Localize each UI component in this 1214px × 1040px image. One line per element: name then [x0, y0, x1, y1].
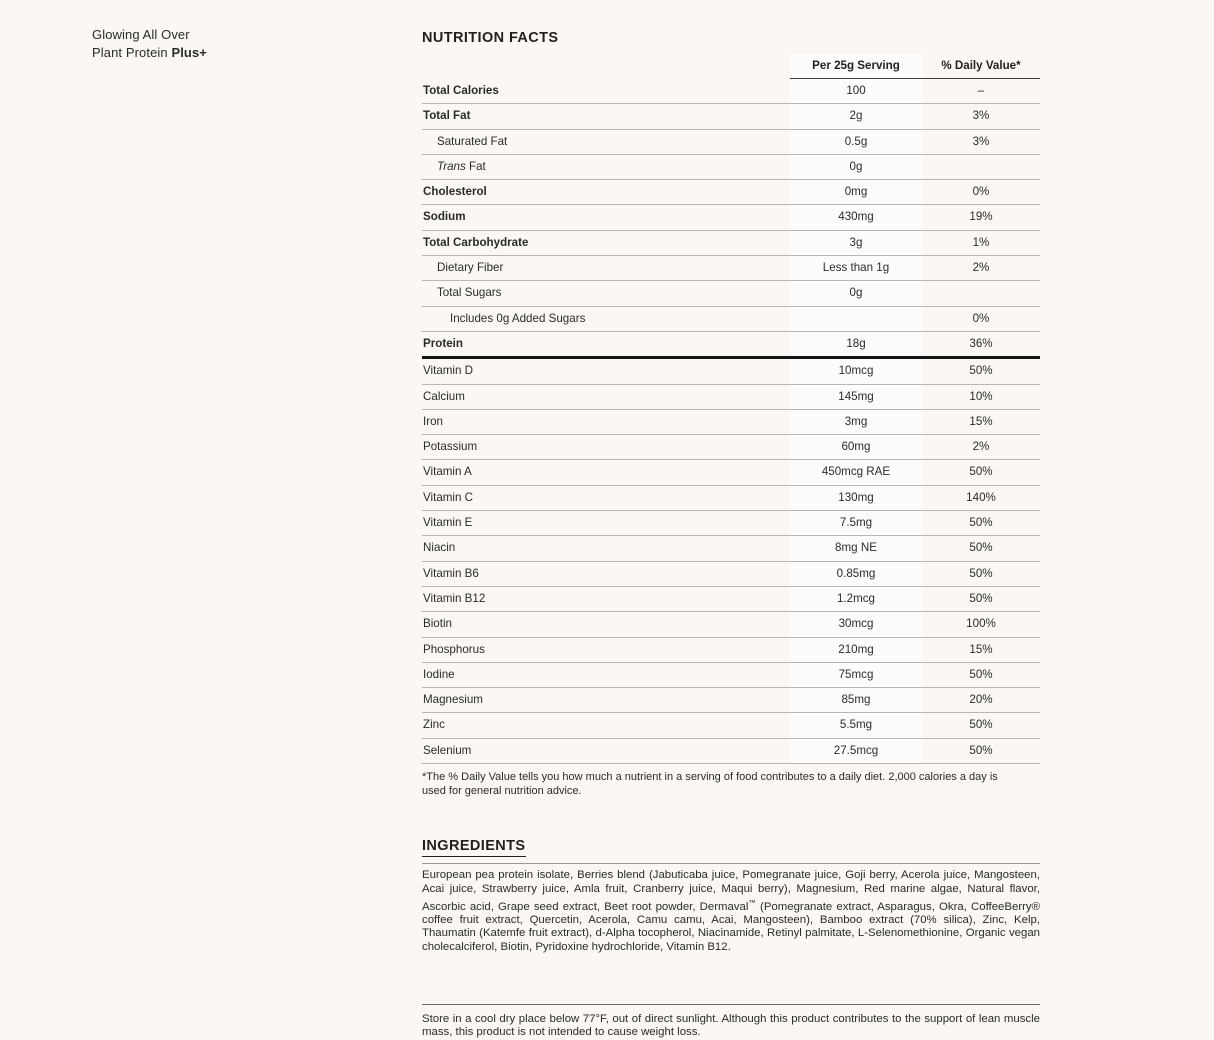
- nutrient-name: Biotin: [422, 612, 790, 637]
- nutrient-daily-value: 50%: [922, 536, 1040, 561]
- nutrient-daily-value: 20%: [922, 688, 1040, 713]
- nutrient-name: Potassium: [422, 435, 790, 460]
- nutrient-name: Vitamin A: [422, 460, 790, 485]
- table-row: [422, 561, 1040, 586]
- nutrient-name: Iodine: [422, 662, 790, 687]
- table-row: [422, 331, 1040, 357]
- ingredients-text: [422, 869, 1040, 954]
- nutrient-daily-value: 50%: [922, 713, 1040, 738]
- nutrient-amount: 130mg: [790, 485, 922, 510]
- nutrient-amount: [790, 306, 922, 331]
- nutrient-daily-value: 2%: [922, 435, 1040, 460]
- table-row: [422, 79, 1040, 104]
- nutrient-name: Total Fat: [422, 104, 790, 129]
- nutrient-name: Phosphorus: [422, 637, 790, 662]
- nutrient-daily-value: 50%: [922, 358, 1040, 384]
- nutrient-name: Zinc: [422, 713, 790, 738]
- table-header-row: [422, 53, 1040, 79]
- nutrient-amount: 8mg NE: [790, 536, 922, 561]
- table-row: [422, 662, 1040, 687]
- nutrient-amount: 85mg: [790, 688, 922, 713]
- table-row: [422, 409, 1040, 434]
- ingredients-heading: INGREDIENTS: [422, 838, 526, 857]
- storage-divider: [422, 1004, 1040, 1005]
- nutrient-daily-value: 36%: [922, 331, 1040, 357]
- nutrient-amount: 5.5mg: [790, 713, 922, 738]
- nutrient-amount: 100: [790, 79, 922, 104]
- nutrient-name: Dietary Fiber: [422, 256, 790, 281]
- nutrient-amount: 30mcg: [790, 612, 922, 637]
- table-row: [422, 637, 1040, 662]
- nutrient-amount: 450mcg RAE: [790, 460, 922, 485]
- table-row: [422, 180, 1040, 205]
- product-title-line-2-prefix: Plant Protein: [92, 44, 172, 60]
- nutrient-amount: 60mg: [790, 435, 922, 460]
- nutrient-name: Cholesterol: [422, 180, 790, 205]
- trademark-symbol: ™: [748, 898, 756, 908]
- table-row: [422, 281, 1040, 306]
- column-header-nutrient: [422, 53, 790, 79]
- table-row: [422, 306, 1040, 331]
- ingredients-text-part-2: (Pomegranate extract, Asparagus, Okra, CoffeeBerry® coffee fruit extract, Quercetin, Acerola, Camu camu, Acai, Mangosteen), Bamboo extract (70% silica), Zinc, Kelp, Thaumatin (Katemfe fruit extract), d-Alpha tocopherol, Niacinamide, Retinyl palmitate, L-Selenomethionine, Organic vegan cholecalciferol, Biotin, Pyridoxine hydrochloride, Vitamin B12.: [422, 900, 1040, 953]
- nutrient-amount: 0g: [790, 281, 922, 306]
- product-title-variant: Plus+: [171, 44, 207, 60]
- nutrient-daily-value: 0%: [922, 180, 1040, 205]
- nutrient-amount: 2g: [790, 104, 922, 129]
- table-row: [422, 485, 1040, 510]
- nutrient-daily-value: 10%: [922, 384, 1040, 409]
- nutrient-amount: 75mcg: [790, 662, 922, 687]
- product-title: [92, 26, 372, 61]
- table-row: [422, 154, 1040, 179]
- nutrient-daily-value: [922, 154, 1040, 179]
- nutrient-amount: 10mcg: [790, 358, 922, 384]
- nutrient-amount: 27.5mcg: [790, 738, 922, 763]
- ingredients-text-part-1: European pea protein isolate, Berries blend (Jabuticaba juice, Pomegranate juice, Goji berry, Acerola juice, Mangosteen, Acai juice, Strawberry juice, Amla fruit, Cranberry juice, Maqui berry), Magnesium, Red marine algae, Natural flavor, Ascorbic acid, Grape seed extract, Beet root powder, Dermaval: [422, 869, 1040, 913]
- nutrient-name: Total Carbohydrate: [422, 230, 790, 255]
- table-row: [422, 384, 1040, 409]
- nutrient-name: Includes 0g Added Sugars: [422, 306, 790, 331]
- nutrient-amount: 7.5mg: [790, 511, 922, 536]
- nutrient-name: Saturated Fat: [422, 129, 790, 154]
- nutrient-daily-value: 50%: [922, 586, 1040, 611]
- nutrient-name: Total Calories: [422, 79, 790, 104]
- nutrient-daily-value: 50%: [922, 662, 1040, 687]
- nutrient-amount: 18g: [790, 331, 922, 357]
- column-header-daily-value: % Daily Value*: [922, 53, 1040, 79]
- nutrition-panel: [422, 30, 1040, 1040]
- nutrient-daily-value: 15%: [922, 409, 1040, 434]
- storage-section: [422, 1004, 1040, 1040]
- nutrient-daily-value: 19%: [922, 205, 1040, 230]
- table-row: [422, 688, 1040, 713]
- table-row: [422, 738, 1040, 763]
- table-row: [422, 230, 1040, 255]
- nutrient-name: Magnesium: [422, 688, 790, 713]
- table-row: [422, 586, 1040, 611]
- daily-value-footnote: *The % Daily Value tells you how much a nutrient in a serving of food contributes to a daily diet. 2,000 calories a day is used for general nutrition advice.: [422, 771, 998, 798]
- table-row: [422, 460, 1040, 485]
- nutrition-facts-table: [422, 53, 1040, 764]
- nutrient-amount: 430mg: [790, 205, 922, 230]
- nutrient-name: Protein: [422, 331, 790, 357]
- table-row: [422, 358, 1040, 384]
- nutrient-amount: Less than 1g: [790, 256, 922, 281]
- nutrient-daily-value: –: [922, 79, 1040, 104]
- ingredients-divider: [422, 863, 1040, 864]
- column-header-serving: Per 25g Serving: [790, 53, 922, 79]
- table-row: [422, 104, 1040, 129]
- nutrient-daily-value: 50%: [922, 561, 1040, 586]
- nutrient-daily-value: 0%: [922, 306, 1040, 331]
- nutrient-name: Total Sugars: [422, 281, 790, 306]
- table-row: [422, 612, 1040, 637]
- nutrient-daily-value: 2%: [922, 256, 1040, 281]
- nutrient-daily-value: 1%: [922, 230, 1040, 255]
- nutrient-daily-value: 3%: [922, 129, 1040, 154]
- nutrient-name: Vitamin B12: [422, 586, 790, 611]
- nutrient-amount: 0.5g: [790, 129, 922, 154]
- ingredients-section: [422, 837, 1040, 954]
- nutrient-amount: 0mg: [790, 180, 922, 205]
- nutrient-name: Selenium: [422, 738, 790, 763]
- nutrient-name: Vitamin B6: [422, 561, 790, 586]
- nutrient-daily-value: 15%: [922, 637, 1040, 662]
- nutrient-name: Niacin: [422, 536, 790, 561]
- nutrient-daily-value: [922, 281, 1040, 306]
- product-title-line-1: Glowing All Over: [92, 27, 190, 42]
- nutrient-name: Iron: [422, 409, 790, 434]
- table-row: [422, 536, 1040, 561]
- product-title-line-2: [92, 44, 372, 62]
- nutrient-amount: 210mg: [790, 637, 922, 662]
- table-row: [422, 205, 1040, 230]
- nutrient-daily-value: 50%: [922, 511, 1040, 536]
- nutrient-daily-value: 50%: [922, 738, 1040, 763]
- nutrient-name: Vitamin D: [422, 358, 790, 384]
- table-row: [422, 511, 1040, 536]
- nutrient-daily-value: 50%: [922, 460, 1040, 485]
- nutrient-amount: 3mg: [790, 409, 922, 434]
- table-row: [422, 435, 1040, 460]
- nutrient-name: Vitamin E: [422, 511, 790, 536]
- nutrition-facts-heading: NUTRITION FACTS: [422, 30, 559, 46]
- table-row: [422, 129, 1040, 154]
- nutrient-name: Trans Fat: [422, 154, 790, 179]
- nutrient-name: Sodium: [422, 205, 790, 230]
- table-row: [422, 256, 1040, 281]
- storage-text: Store in a cool dry place below 77°F, out of direct sunlight. Although this product contributes to the support of lean muscle mass, this product is not intended to cause weight loss.: [422, 1013, 1040, 1039]
- nutrient-daily-value: 140%: [922, 485, 1040, 510]
- nutrient-name: Vitamin C: [422, 485, 790, 510]
- nutrient-amount: 0.85mg: [790, 561, 922, 586]
- nutrient-daily-value: 100%: [922, 612, 1040, 637]
- nutrient-name: Calcium: [422, 384, 790, 409]
- nutrient-amount: 0g: [790, 154, 922, 179]
- table-row: [422, 713, 1040, 738]
- nutrient-daily-value: 3%: [922, 104, 1040, 129]
- nutrient-amount: 1.2mcg: [790, 586, 922, 611]
- nutrient-amount: 3g: [790, 230, 922, 255]
- nutrient-amount: 145mg: [790, 384, 922, 409]
- nutrition-table-body: [422, 79, 1040, 764]
